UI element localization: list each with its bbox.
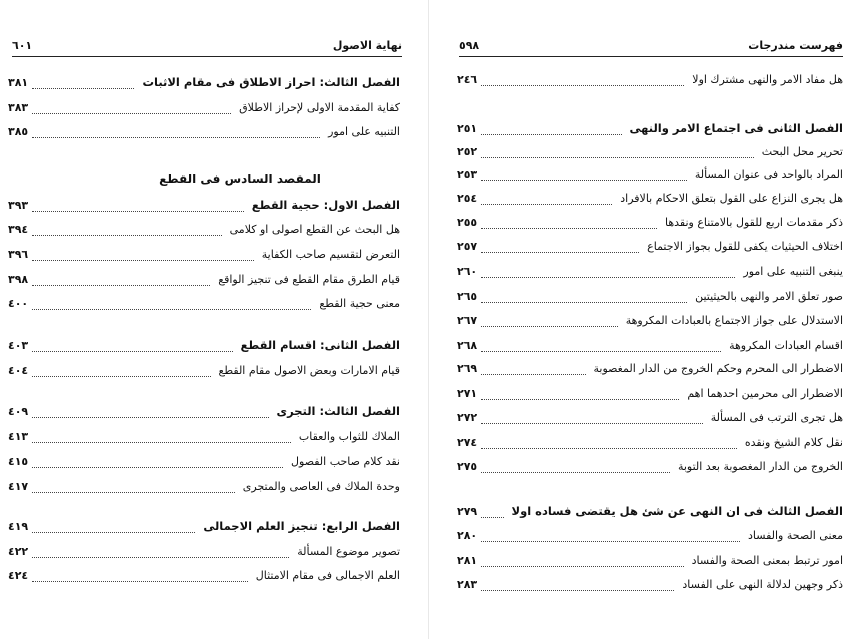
running-title: نهاية الاصول (332, 38, 402, 52)
toc-entry: هل تجرى الترتب فى المسألة ٢٧٢ (457, 410, 843, 424)
toc-entry: التعرض لتقسيم صاحب الكفاية ٣٩٦ (8, 247, 400, 261)
toc-chapter-heading: الفصل الثالث: التجرى ٤٠٩ (8, 404, 400, 418)
toc-entry: اختلاف الحيثيات يكفى للقول بجواز الاجتماع ٢٥٧ (457, 239, 843, 253)
toc-entry: الاستدلال على جواز الاجتماع بالعبادات المكروهة ٢٦٧ (457, 313, 843, 327)
section-title: المقصد السادس فى القطع (159, 172, 321, 186)
toc-entry: صور تعلق الامر والنهى بالحيثيتين ٢٦٥ (457, 289, 843, 303)
toc-entry: كفاية المقدمة الاولى لإحراز الاطلاق ٣٨٣ (8, 100, 400, 114)
toc-entry: الخروج من الدار المغصوبة بعد التوبة ٢٧٥ (457, 459, 843, 473)
toc-entry: المراد بالواحد فى عنوان المسألة ٢٥٣ (457, 167, 843, 181)
toc-entry: التنبيه على امور ٣٨٥ (8, 124, 400, 138)
header-rule (12, 56, 402, 57)
page-number: ٥٩٨ (459, 38, 480, 52)
header-rule (459, 56, 843, 57)
toc-entry: الاضطرار الى المحرم وحكم الخروج من الدار المغصوبة ٢٦٩ (457, 361, 843, 375)
toc-entry: اقسام العبادات المكروهة ٢٦٨ (457, 338, 843, 352)
left-page (0, 0, 428, 639)
toc-chapter-heading: الفصل الثانى فى اجتماع الامر والنهى ٢٥١ (457, 121, 843, 135)
toc-entry: الاضطرار الى محرمين احدهما اهم ٢٧١ (457, 386, 843, 400)
toc-entry: نقد كلام صاحب الفصول ٤١٥ (8, 454, 400, 468)
toc-entry: ذكر مقدمات اربع للقول بالامتناع ونقدها ٢٥٥ (457, 215, 843, 229)
left-page-header (12, 36, 402, 54)
toc-entry: تصوير موضوع المسألة ٤٢٢ (8, 544, 400, 558)
toc-entry: معنى حجية القطع ٤٠٠ (8, 296, 400, 310)
toc-chapter-heading: الفصل الاول: حجية القطع ٣٩٣ (8, 198, 400, 212)
toc-entry: هل مفاد الامر والنهى مشترك اولا ٢٤٦ (457, 72, 843, 86)
toc-entry: قيام الطرق مقام القطع فى تنجيز الواقع ٣٩٨ (8, 272, 400, 286)
toc-entry: هل يجرى النزاع على القول بتعلق الاحكام بالافراد ٢٥٤ (457, 191, 843, 205)
toc-entry: ينبغى التنبيه على امور ٢٦٠ (457, 264, 843, 278)
right-page (429, 0, 857, 639)
toc-entry: تحرير محل البحث ٢٥٢ (457, 144, 843, 158)
toc-chapter-heading: الفصل الرابع: تنجيز العلم الاجمالى ٤١٩ (8, 519, 400, 533)
toc-entry: امور ترتبط بمعنى الصحة والفساد ٢٨١ (457, 553, 843, 567)
toc-entry: ذكر وجهين لدلالة النهى على الفساد ٢٨٣ (457, 577, 843, 591)
page-number: ٦٠١ (12, 38, 33, 52)
right-page-header (459, 36, 843, 54)
running-title: فهرست مندرجات (748, 38, 843, 52)
toc-entry: معنى الصحة والفساد ٢٨٠ (457, 528, 843, 542)
toc-entry: الملاك للثواب والعقاب ٤١٣ (8, 429, 400, 443)
toc-chapter-heading: الفصل الثالث: احراز الاطلاق فى مقام الاثبات ٣٨١ (8, 75, 400, 89)
toc-chapter-heading: الفصل الثانى: اقسام القطع ٤٠٣ (8, 338, 400, 352)
toc-entry: العلم الاجمالى فى مقام الامتثال ٤٢٤ (8, 568, 400, 582)
toc-entry: هل البحث عن القطع اصولى او كلامى ٣٩٤ (8, 222, 400, 236)
toc-entry: وحدة الملاك فى العاصى والمتجرى ٤١٧ (8, 479, 400, 493)
toc-chapter-heading: الفصل الثالث فى ان النهى عن شئ هل يقتضى فساده اولا ٢٧٩ (457, 504, 843, 518)
toc-entry: نقل كلام الشيخ ونقده ٢٧٤ (457, 435, 843, 449)
toc-entry: قيام الامارات وبعض الاصول مقام القطع ٤٠٤ (8, 363, 400, 377)
